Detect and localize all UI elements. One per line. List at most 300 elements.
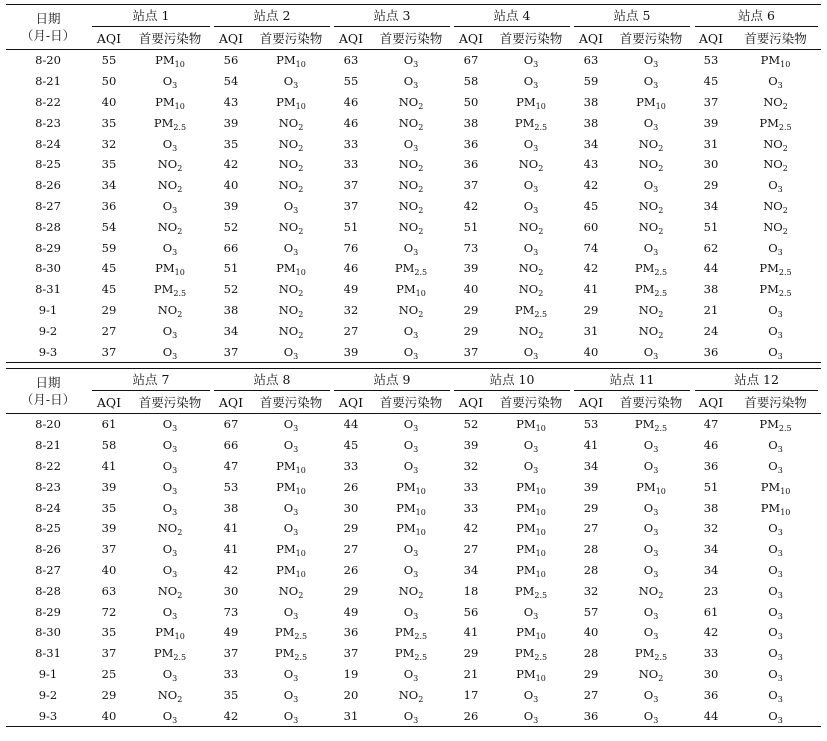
aqi-value-cell: 45 bbox=[101, 261, 117, 276]
date-cell: 8-24 bbox=[35, 500, 61, 515]
primary-pollutant-cell: $O_3$ bbox=[643, 344, 659, 361]
primary-pollutant-cell: $NO_2$ bbox=[398, 115, 424, 132]
date-cell: 8-29 bbox=[35, 240, 61, 255]
site-header: 站点 5 bbox=[572, 5, 692, 28]
primary-pollutant-cell: $PM_{10}$ bbox=[155, 94, 185, 111]
primary-pollutant-cell: $O_3$ bbox=[523, 74, 539, 91]
aqi-value-cell: 62 bbox=[703, 240, 719, 255]
primary-pollutant-cell: $O_3$ bbox=[523, 240, 539, 257]
primary-pollutant-cell: $O_3$ bbox=[643, 53, 659, 70]
primary-pollutant-cell: $O_3$ bbox=[162, 542, 178, 559]
primary-pollutant-cell: $O_3$ bbox=[768, 542, 783, 559]
primary-pollutant-cell: $NO_2$ bbox=[398, 198, 424, 215]
primary-pollutant-cell: $O_3$ bbox=[283, 604, 299, 621]
aqi-value-cell: 59 bbox=[583, 74, 599, 89]
table-row bbox=[6, 196, 821, 217]
aqi-value-cell: 21 bbox=[703, 302, 719, 317]
table-row bbox=[6, 279, 821, 300]
aqi-column-header: AQI bbox=[338, 394, 364, 410]
aqi-value-cell: 33 bbox=[343, 136, 359, 151]
aqi-value-cell: 51 bbox=[703, 219, 719, 234]
aqi-column-header: AQI bbox=[218, 30, 244, 46]
date-cell: 9-1 bbox=[38, 666, 58, 681]
aqi-value-cell: 34 bbox=[583, 136, 599, 151]
aqi-value-cell: 42 bbox=[583, 261, 599, 276]
primary-pollutant-cell: $PM_{2.5}$ bbox=[634, 282, 668, 299]
aqi-value-cell: 51 bbox=[343, 219, 359, 234]
aqi-value-cell: 35 bbox=[223, 687, 239, 702]
primary-pollutant-cell: $PM_{10}$ bbox=[396, 521, 426, 538]
aqi-value-cell: 63 bbox=[343, 53, 359, 68]
aqi-value-cell: 32 bbox=[101, 136, 117, 151]
aqi-value-cell: 73 bbox=[463, 240, 479, 255]
primary-pollutant-cell: $O_3$ bbox=[403, 74, 419, 91]
primary-pollutant-cell: $O_3$ bbox=[403, 562, 419, 579]
primary-pollutant-cell: $NO_2$ bbox=[278, 219, 304, 236]
primary-pollutant-cell: $PM_{10}$ bbox=[516, 417, 546, 434]
date-cell: 8-26 bbox=[35, 178, 61, 193]
aqi-value-cell: 53 bbox=[583, 417, 599, 432]
table-row bbox=[6, 643, 821, 664]
aqi-value-cell: 74 bbox=[583, 240, 599, 255]
primary-pollutant-cell: $PM_{2.5}$ bbox=[153, 282, 187, 299]
aqi-value-cell: 24 bbox=[703, 323, 719, 338]
primary-pollutant-cell: $O_3$ bbox=[643, 74, 659, 91]
aqi-value-cell: 41 bbox=[101, 458, 117, 473]
aqi-value-cell: 33 bbox=[343, 157, 359, 172]
aqi-value-cell: 53 bbox=[223, 479, 239, 494]
primary-pollutant-cell: $O_3$ bbox=[643, 438, 659, 455]
site-header: 站点 1 bbox=[90, 5, 212, 28]
primary-pollutant-cell: $PM_{2.5}$ bbox=[514, 115, 548, 132]
date-cell: 8-25 bbox=[35, 157, 61, 172]
primary-pollutant-cell: $NO_2$ bbox=[278, 323, 304, 340]
aqi-value-cell: 52 bbox=[463, 417, 479, 432]
date-cell: 8-30 bbox=[35, 625, 61, 640]
primary-pollutant-cell: $O_3$ bbox=[768, 708, 783, 725]
primary-pollutant-cell: $O_3$ bbox=[403, 53, 419, 70]
aqi-value-cell: 44 bbox=[703, 261, 719, 276]
aqi-value-cell: 44 bbox=[343, 417, 359, 432]
primary-pollutant-cell: $O_3$ bbox=[523, 438, 539, 455]
primary-pollutant-cell: $O_3$ bbox=[403, 438, 419, 455]
aqi-value-cell: 38 bbox=[223, 500, 239, 515]
aqi-value-cell: 27 bbox=[463, 542, 479, 557]
aqi-value-cell: 40 bbox=[101, 708, 117, 723]
pollutant-column-header: 首要污染物 bbox=[259, 395, 323, 410]
primary-pollutant-cell: $NO_2$ bbox=[763, 198, 788, 215]
primary-pollutant-cell: $PM_{10}$ bbox=[396, 282, 426, 299]
aqi-value-cell: 31 bbox=[583, 323, 599, 338]
date-cell: 8-24 bbox=[35, 136, 61, 151]
primary-pollutant-cell: $NO_2$ bbox=[157, 157, 183, 174]
aqi-value-cell: 34 bbox=[463, 562, 479, 577]
primary-pollutant-cell: $O_3$ bbox=[162, 458, 178, 475]
aqi-value-cell: 29 bbox=[343, 583, 359, 598]
primary-pollutant-cell: $PM_{10}$ bbox=[155, 53, 185, 70]
aqi-value-cell: 39 bbox=[223, 198, 239, 213]
primary-pollutant-cell: $NO_2$ bbox=[278, 115, 304, 132]
primary-pollutant-cell: $NO_2$ bbox=[638, 583, 664, 600]
primary-pollutant-cell: $NO_2$ bbox=[398, 302, 424, 319]
aqi-value-cell: 29 bbox=[583, 302, 599, 317]
aqi-value-cell: 49 bbox=[343, 604, 359, 619]
aqi-value-cell: 50 bbox=[463, 94, 479, 109]
date-cell: 8-31 bbox=[35, 646, 61, 661]
aqi-value-cell: 54 bbox=[223, 74, 239, 89]
aqi-column-header: AQI bbox=[96, 394, 122, 410]
site-header: 站点 10 bbox=[452, 369, 572, 392]
aqi-value-cell: 37 bbox=[343, 198, 359, 213]
date-cell: 8-26 bbox=[35, 542, 61, 557]
aqi-value-cell: 49 bbox=[343, 282, 359, 297]
aqi-value-cell: 34 bbox=[703, 198, 719, 213]
primary-pollutant-cell: $O_3$ bbox=[768, 458, 783, 475]
primary-pollutant-cell: $O_3$ bbox=[403, 458, 419, 475]
date-column-header: 日期 （月-日） bbox=[20, 375, 76, 407]
date-cell: 9-3 bbox=[38, 708, 58, 723]
primary-pollutant-cell: $NO_2$ bbox=[157, 521, 183, 538]
primary-pollutant-cell: $NO_2$ bbox=[157, 219, 183, 236]
aqi-value-cell: 40 bbox=[101, 562, 117, 577]
primary-pollutant-cell: $PM_{2.5}$ bbox=[153, 115, 187, 132]
date-cell: 9-3 bbox=[38, 344, 58, 359]
table-row bbox=[6, 497, 821, 518]
aqi-table-sites-1-6 bbox=[6, 4, 821, 363]
aqi-value-cell: 29 bbox=[101, 687, 117, 702]
date-cell: 8-22 bbox=[35, 458, 61, 473]
aqi-value-cell: 41 bbox=[583, 282, 599, 297]
aqi-value-cell: 42 bbox=[223, 157, 239, 172]
aqi-value-cell: 28 bbox=[583, 542, 599, 557]
aqi-value-cell: 55 bbox=[343, 74, 359, 89]
date-cell: 8-27 bbox=[35, 198, 61, 213]
aqi-value-cell: 41 bbox=[223, 521, 239, 536]
date-cell: 8-25 bbox=[35, 521, 61, 536]
primary-pollutant-cell: $NO_2$ bbox=[398, 687, 424, 704]
aqi-value-cell: 67 bbox=[223, 417, 239, 432]
primary-pollutant-cell: $O_3$ bbox=[643, 115, 659, 132]
table-row bbox=[6, 258, 821, 279]
aqi-value-cell: 37 bbox=[101, 646, 117, 661]
aqi-value-cell: 42 bbox=[703, 625, 719, 640]
aqi-value-cell: 47 bbox=[703, 417, 719, 432]
pollutant-column-header: 首要污染物 bbox=[379, 395, 443, 410]
site-header: 站点 4 bbox=[452, 5, 572, 28]
aqi-column-header: AQI bbox=[698, 30, 724, 46]
primary-pollutant-cell: $PM_{2.5}$ bbox=[759, 261, 792, 278]
date-cell: 9-2 bbox=[38, 323, 58, 338]
table-row bbox=[6, 664, 821, 685]
aqi-value-cell: 18 bbox=[463, 583, 479, 598]
table-row bbox=[6, 456, 821, 477]
primary-pollutant-cell: $NO_2$ bbox=[638, 323, 664, 340]
primary-pollutant-cell: $O_3$ bbox=[768, 687, 783, 704]
primary-pollutant-cell: $O_3$ bbox=[162, 344, 178, 361]
aqi-value-cell: 63 bbox=[583, 53, 599, 68]
aqi-value-cell: 30 bbox=[223, 583, 239, 598]
table-row bbox=[6, 50, 821, 71]
primary-pollutant-cell: $O_3$ bbox=[643, 240, 659, 257]
aqi-value-cell: 26 bbox=[463, 708, 479, 723]
aqi-value-cell: 36 bbox=[463, 157, 479, 172]
primary-pollutant-cell: $NO_2$ bbox=[398, 94, 424, 111]
aqi-value-cell: 42 bbox=[223, 708, 239, 723]
aqi-value-cell: 45 bbox=[703, 74, 719, 89]
aqi-value-cell: 51 bbox=[223, 261, 239, 276]
aqi-value-cell: 33 bbox=[223, 666, 239, 681]
aqi-value-cell: 40 bbox=[101, 94, 117, 109]
primary-pollutant-cell: $O_3$ bbox=[403, 344, 419, 361]
table-row bbox=[6, 601, 821, 622]
primary-pollutant-cell: $O_3$ bbox=[162, 479, 178, 496]
primary-pollutant-cell: $PM_{10}$ bbox=[276, 94, 306, 111]
site-header: 站点 11 bbox=[572, 369, 692, 392]
primary-pollutant-cell: $O_3$ bbox=[643, 687, 659, 704]
aqi-value-cell: 56 bbox=[223, 53, 239, 68]
aqi-value-cell: 21 bbox=[463, 666, 479, 681]
primary-pollutant-cell: $O_3$ bbox=[162, 666, 178, 683]
primary-pollutant-cell: $O_3$ bbox=[768, 344, 783, 361]
aqi-value-cell: 42 bbox=[223, 562, 239, 577]
primary-pollutant-cell: $PM_{2.5}$ bbox=[394, 646, 428, 663]
primary-pollutant-cell: $PM_{2.5}$ bbox=[514, 583, 548, 600]
primary-pollutant-cell: $O_3$ bbox=[643, 178, 659, 195]
aqi-value-cell: 38 bbox=[583, 115, 599, 130]
primary-pollutant-cell: $NO_2$ bbox=[638, 302, 664, 319]
date-cell: 8-23 bbox=[35, 479, 61, 494]
primary-pollutant-cell: $O_3$ bbox=[768, 178, 783, 195]
aqi-value-cell: 63 bbox=[101, 583, 117, 598]
table-row bbox=[6, 476, 821, 497]
primary-pollutant-cell: $O_3$ bbox=[283, 500, 299, 517]
aqi-column-header: AQI bbox=[698, 394, 724, 410]
table-row bbox=[6, 112, 821, 133]
aqi-value-cell: 37 bbox=[463, 344, 479, 359]
aqi-value-cell: 76 bbox=[343, 240, 359, 255]
aqi-value-cell: 29 bbox=[583, 500, 599, 515]
aqi-value-cell: 39 bbox=[463, 438, 479, 453]
primary-pollutant-cell: $NO_2$ bbox=[638, 136, 664, 153]
table-row bbox=[6, 435, 821, 456]
primary-pollutant-cell: $NO_2$ bbox=[278, 178, 304, 195]
aqi-value-cell: 37 bbox=[703, 94, 719, 109]
aqi-value-cell: 27 bbox=[101, 323, 117, 338]
aqi-value-cell: 37 bbox=[223, 344, 239, 359]
aqi-value-cell: 39 bbox=[101, 479, 117, 494]
primary-pollutant-cell: $O_3$ bbox=[768, 240, 783, 257]
aqi-value-cell: 46 bbox=[343, 261, 359, 276]
aqi-value-cell: 40 bbox=[583, 344, 599, 359]
primary-pollutant-cell: $NO_2$ bbox=[278, 302, 304, 319]
primary-pollutant-cell: $PM_{10}$ bbox=[276, 542, 306, 559]
pollutant-column-header: 首要污染物 bbox=[499, 395, 563, 410]
primary-pollutant-cell: $O_3$ bbox=[523, 198, 539, 215]
primary-pollutant-cell: $NO_2$ bbox=[638, 198, 664, 215]
aqi-value-cell: 20 bbox=[343, 687, 359, 702]
primary-pollutant-cell: $O_3$ bbox=[523, 604, 539, 621]
primary-pollutant-cell: $O_3$ bbox=[283, 74, 299, 91]
table-row bbox=[6, 518, 821, 539]
primary-pollutant-cell: $NO_2$ bbox=[638, 666, 664, 683]
primary-pollutant-cell: $PM_{10}$ bbox=[516, 479, 546, 496]
date-cell: 8-28 bbox=[35, 219, 61, 234]
aqi-value-cell: 23 bbox=[703, 583, 719, 598]
aqi-value-cell: 58 bbox=[101, 438, 117, 453]
table-row bbox=[6, 580, 821, 601]
primary-pollutant-cell: $O_3$ bbox=[768, 438, 783, 455]
primary-pollutant-cell: $O_3$ bbox=[403, 240, 419, 257]
primary-pollutant-cell: $PM_{10}$ bbox=[516, 500, 546, 517]
table-row bbox=[6, 539, 821, 560]
aqi-value-cell: 37 bbox=[343, 178, 359, 193]
aqi-value-cell: 32 bbox=[703, 521, 719, 536]
aqi-value-cell: 30 bbox=[703, 157, 719, 172]
aqi-value-cell: 41 bbox=[463, 625, 479, 640]
aqi-value-cell: 37 bbox=[223, 646, 239, 661]
aqi-value-cell: 66 bbox=[223, 438, 239, 453]
aqi-value-cell: 45 bbox=[343, 438, 359, 453]
primary-pollutant-cell: $PM_{2.5}$ bbox=[759, 115, 792, 132]
pollutant-column-header: 首要污染物 bbox=[744, 31, 807, 46]
date-cell: 8-22 bbox=[35, 94, 61, 109]
aqi-value-cell: 37 bbox=[101, 542, 117, 557]
primary-pollutant-cell: $O_3$ bbox=[768, 625, 783, 642]
aqi-value-cell: 54 bbox=[101, 219, 117, 234]
aqi-value-cell: 17 bbox=[463, 687, 479, 702]
primary-pollutant-cell: $NO_2$ bbox=[763, 157, 788, 174]
aqi-value-cell: 25 bbox=[101, 666, 117, 681]
primary-pollutant-cell: $PM_{10}$ bbox=[636, 479, 666, 496]
aqi-value-cell: 35 bbox=[101, 625, 117, 640]
primary-pollutant-cell: $NO_2$ bbox=[157, 178, 183, 195]
primary-pollutant-cell: $O_3$ bbox=[768, 666, 783, 683]
aqi-value-cell: 30 bbox=[343, 500, 359, 515]
table-row bbox=[6, 684, 821, 705]
aqi-value-cell: 29 bbox=[703, 178, 719, 193]
aqi-value-cell: 31 bbox=[343, 708, 359, 723]
aqi-value-cell: 30 bbox=[703, 666, 719, 681]
primary-pollutant-cell: $PM_{2.5}$ bbox=[634, 646, 668, 663]
primary-pollutant-cell: $PM_{10}$ bbox=[155, 625, 185, 642]
aqi-value-cell: 36 bbox=[463, 136, 479, 151]
primary-pollutant-cell: $NO_2$ bbox=[278, 282, 304, 299]
aqi-value-cell: 35 bbox=[101, 157, 117, 172]
aqi-value-cell: 38 bbox=[463, 115, 479, 130]
aqi-value-cell: 59 bbox=[101, 240, 117, 255]
primary-pollutant-cell: $O_3$ bbox=[768, 74, 783, 91]
primary-pollutant-cell: $PM_{10}$ bbox=[760, 500, 791, 517]
aqi-value-cell: 29 bbox=[343, 521, 359, 536]
primary-pollutant-cell: $PM_{10}$ bbox=[636, 94, 666, 111]
table-row bbox=[6, 560, 821, 581]
aqi-table-sites-7-12 bbox=[6, 368, 821, 727]
aqi-value-cell: 73 bbox=[223, 604, 239, 619]
pollutant-column-header: 首要污染物 bbox=[138, 31, 202, 46]
primary-pollutant-cell: $O_3$ bbox=[403, 604, 419, 621]
aqi-value-cell: 37 bbox=[343, 646, 359, 661]
aqi-value-cell: 38 bbox=[703, 282, 719, 297]
primary-pollutant-cell: $PM_{10}$ bbox=[396, 479, 426, 496]
primary-pollutant-cell: $PM_{10}$ bbox=[516, 542, 546, 559]
aqi-value-cell: 52 bbox=[223, 282, 239, 297]
table-row bbox=[6, 414, 821, 435]
aqi-value-cell: 43 bbox=[583, 157, 599, 172]
aqi-value-cell: 41 bbox=[223, 542, 239, 557]
date-cell: 8-28 bbox=[35, 583, 61, 598]
primary-pollutant-cell: $O_3$ bbox=[523, 708, 539, 725]
primary-pollutant-cell: $O_3$ bbox=[162, 604, 178, 621]
site-header: 站点 3 bbox=[332, 5, 452, 28]
aqi-value-cell: 38 bbox=[583, 94, 599, 109]
aqi-value-cell: 19 bbox=[343, 666, 359, 681]
primary-pollutant-cell: $O_3$ bbox=[768, 604, 783, 621]
primary-pollutant-cell: $O_3$ bbox=[523, 53, 539, 70]
primary-pollutant-cell: $O_3$ bbox=[283, 417, 299, 434]
primary-pollutant-cell: $O_3$ bbox=[162, 74, 178, 91]
primary-pollutant-cell: $NO_2$ bbox=[518, 282, 544, 299]
aqi-value-cell: 36 bbox=[343, 625, 359, 640]
aqi-value-cell: 34 bbox=[583, 458, 599, 473]
primary-pollutant-cell: $O_3$ bbox=[283, 708, 299, 725]
primary-pollutant-cell: $PM_{10}$ bbox=[155, 261, 185, 278]
table-row bbox=[6, 237, 821, 258]
aqi-value-cell: 36 bbox=[703, 458, 719, 473]
aqi-value-cell: 39 bbox=[703, 115, 719, 130]
table-row bbox=[6, 175, 821, 196]
aqi-value-cell: 33 bbox=[463, 479, 479, 494]
primary-pollutant-cell: $PM_{10}$ bbox=[396, 500, 426, 517]
aqi-value-cell: 46 bbox=[343, 115, 359, 130]
aqi-value-cell: 27 bbox=[583, 521, 599, 536]
primary-pollutant-cell: $O_3$ bbox=[523, 178, 539, 195]
aqi-value-cell: 35 bbox=[101, 115, 117, 130]
primary-pollutant-cell: $O_3$ bbox=[283, 344, 299, 361]
aqi-value-cell: 57 bbox=[583, 604, 599, 619]
primary-pollutant-cell: $O_3$ bbox=[162, 500, 178, 517]
aqi-value-cell: 40 bbox=[463, 282, 479, 297]
table-row bbox=[6, 92, 821, 113]
primary-pollutant-cell: $PM_{10}$ bbox=[516, 666, 546, 683]
aqi-value-cell: 44 bbox=[703, 708, 719, 723]
aqi-value-cell: 51 bbox=[703, 479, 719, 494]
aqi-value-cell: 34 bbox=[703, 542, 719, 557]
primary-pollutant-cell: $O_3$ bbox=[162, 198, 178, 215]
aqi-column-header: AQI bbox=[458, 394, 484, 410]
primary-pollutant-cell: $O_3$ bbox=[283, 240, 299, 257]
primary-pollutant-cell: $NO_2$ bbox=[518, 219, 544, 236]
aqi-column-header: AQI bbox=[578, 394, 604, 410]
table-row bbox=[6, 622, 821, 643]
aqi-value-cell: 34 bbox=[703, 562, 719, 577]
primary-pollutant-cell: $O_3$ bbox=[162, 323, 178, 340]
primary-pollutant-cell: $O_3$ bbox=[768, 562, 783, 579]
primary-pollutant-cell: $O_3$ bbox=[523, 687, 539, 704]
aqi-value-cell: 29 bbox=[583, 666, 599, 681]
aqi-value-cell: 33 bbox=[703, 646, 719, 661]
aqi-column-header: AQI bbox=[578, 30, 604, 46]
primary-pollutant-cell: $NO_2$ bbox=[518, 157, 544, 174]
aqi-value-cell: 28 bbox=[583, 562, 599, 577]
aqi-value-cell: 53 bbox=[703, 53, 719, 68]
primary-pollutant-cell: $PM_{10}$ bbox=[276, 458, 306, 475]
date-cell: 8-30 bbox=[35, 261, 61, 276]
primary-pollutant-cell: $O_3$ bbox=[643, 500, 659, 517]
aqi-value-cell: 47 bbox=[223, 458, 239, 473]
table-row bbox=[6, 154, 821, 175]
primary-pollutant-cell: $O_3$ bbox=[162, 438, 178, 455]
table-row bbox=[6, 133, 821, 154]
